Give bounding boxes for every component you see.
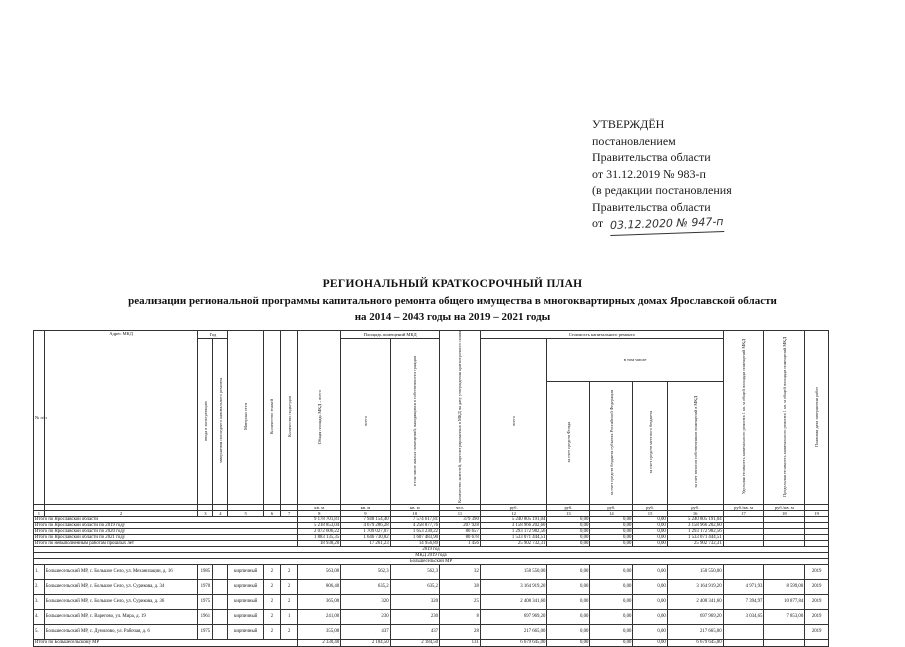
- total-area: 5 218 853,04: [298, 522, 341, 528]
- col-number: 6: [263, 510, 280, 516]
- row-area-total: 230: [341, 609, 390, 624]
- row-region: 0,00: [590, 564, 633, 579]
- district-total-area-total: 2 184,50: [341, 639, 390, 646]
- approval-line-7: [592, 215, 832, 234]
- approval-line-4: от 31.12.2019 № 983-п: [592, 166, 706, 181]
- total-local: 0,00: [633, 534, 667, 540]
- total-residents: 207 928: [440, 522, 481, 528]
- approval-line-3: Правительства области: [592, 150, 711, 164]
- row-year-last-repair: [213, 594, 228, 609]
- total-region: 0,00: [590, 516, 633, 522]
- total-region: 0,00: [590, 522, 633, 528]
- row-unit-cost: 7 394,97: [723, 594, 764, 609]
- district-total-area-res: 2 184,50: [390, 639, 439, 646]
- row-area-residential: 437: [390, 624, 439, 639]
- row-date: 2019: [805, 609, 829, 624]
- header-year-built: ввода в эксплуатацию: [202, 400, 208, 441]
- document-subtitle: реализации региональной программы капитального ремонта общего имущества в многоквартирных домах Ярославской области: [128, 295, 777, 307]
- section-subtitle: МКД 2019 года: [34, 552, 829, 558]
- total-fund: 0,00: [547, 516, 590, 522]
- row-area-residential: 320: [390, 594, 439, 609]
- approval-prefix: от: [592, 216, 604, 230]
- row-fund: 0,00: [547, 579, 590, 594]
- total-residents: 1 456: [440, 540, 481, 546]
- row-residents: 25: [440, 594, 481, 609]
- unit-cell: руб.: [547, 504, 590, 510]
- row-floors: 2: [263, 579, 280, 594]
- total-region: 0,00: [590, 528, 633, 534]
- row-year-built: 1970: [198, 579, 213, 594]
- total-residents: 80 678: [440, 534, 481, 540]
- col-number: 15: [633, 510, 667, 516]
- row-number: 3.: [34, 594, 45, 609]
- unit-cell: руб./кв. м: [723, 504, 764, 510]
- row-wall-material: кирпичный: [228, 609, 263, 624]
- col-number: 5: [228, 510, 263, 516]
- col-number: 17: [723, 510, 764, 516]
- row-local: 0,00: [633, 624, 667, 639]
- row-max-cost: 7 853,00: [764, 609, 805, 624]
- year-section: [34, 546, 829, 564]
- total-fund: 0,00: [547, 540, 590, 546]
- approval-stamp: [592, 116, 832, 234]
- col-number: 10: [390, 510, 439, 516]
- col-number: 1: [34, 510, 45, 516]
- header-incl: в том числе: [547, 339, 723, 382]
- row-area-total: 635,2: [341, 579, 390, 594]
- total-owners: 25 902 732,31: [667, 540, 723, 546]
- row-residents: 38: [440, 579, 481, 594]
- row-region: 0,00: [590, 609, 633, 624]
- col-number: 9: [341, 510, 390, 516]
- row-entrances: 1: [281, 609, 298, 624]
- header-owners: за счет взносов собственников помещений в МКД: [692, 396, 698, 489]
- total-area-total: 1 646 730,82: [341, 534, 390, 540]
- row-wall-material: кирпичный: [228, 624, 263, 639]
- row-max-cost: 10 877,84: [764, 594, 805, 609]
- total-label: Итого по Ярославской области по 2021 году: [34, 534, 298, 540]
- header-entrances: Количество подъездов: [286, 396, 292, 438]
- row-wall-material: кирпичный: [228, 564, 263, 579]
- approval-line-2: постановлением: [592, 133, 676, 148]
- document-title: РЕГИОНАЛЬНЫЙ КРАТКОСРОЧНЫЙ ПЛАН: [322, 278, 583, 290]
- row-year-built: 1961: [198, 609, 213, 624]
- row-local: 0,00: [633, 579, 667, 594]
- table-row: [34, 579, 829, 594]
- row-address: Большесельский МР, с. Большое Село, ул. Сурикова, д. 36: [44, 594, 198, 609]
- table-row: [34, 609, 829, 624]
- total-label: Итого по Ярославской области по 2019 году: [34, 522, 298, 528]
- header-year-last-repair: завершения последнего капитального ремонта: [217, 378, 223, 464]
- total-residents: 80 657: [440, 528, 481, 534]
- header-address: Адрес МКД: [44, 331, 198, 505]
- col-number: 19: [805, 510, 829, 516]
- row-area-total: 562,3: [341, 564, 390, 579]
- header-budget-region: за счет средств бюджета субъекта Российской Федерации: [608, 389, 614, 495]
- unit-cell: руб.: [633, 504, 667, 510]
- header-unit-cost: Удельная стоимость капитального ремонта 1 кв. м общей площади помещений МКД: [741, 339, 747, 495]
- row-local: 0,00: [633, 594, 667, 609]
- approval-line-6: Правительства области: [592, 199, 711, 214]
- district-total-local: 0,00: [633, 639, 667, 646]
- district-total-row: [34, 639, 829, 646]
- row-owners: 697 969,20: [667, 609, 723, 624]
- row-entrances: 2: [281, 579, 298, 594]
- total-region: 0,00: [590, 540, 633, 546]
- total-label: Итого по Ярославской области: [34, 516, 298, 522]
- row-owners: 3 164 919,20: [667, 579, 723, 594]
- table-row: [34, 564, 829, 579]
- col-number: 4: [213, 510, 228, 516]
- row-floors: 2: [263, 594, 280, 609]
- district-total-section: [34, 639, 829, 646]
- total-local: 0,00: [633, 522, 667, 528]
- row-date: 2019: [805, 564, 829, 579]
- house-rows: [34, 564, 829, 639]
- row-year-built: 1985: [198, 564, 213, 579]
- header-cost-group: Стоимость капитального ремонта: [480, 331, 723, 339]
- table-row: [34, 624, 829, 639]
- row-unit-cost: [723, 564, 764, 579]
- row-year-last-repair: [213, 564, 228, 579]
- row-local: 0,00: [633, 609, 667, 624]
- row-number: 1.: [34, 564, 45, 579]
- header-deadline: Плановая дата завершения работ: [814, 386, 820, 448]
- header-cost-total: всего: [511, 416, 517, 426]
- unit-cell: руб.: [667, 504, 723, 510]
- total-cost: 1 293 172 982,56: [480, 528, 547, 534]
- district-total-cost: 6 679 645,00: [480, 639, 547, 646]
- total-area: 2 072 606,22: [298, 528, 341, 534]
- total-owners: 3 158 966 202,60: [667, 522, 723, 528]
- approval-line-5: (в редакции постановления: [592, 183, 732, 197]
- row-region: 0,00: [590, 579, 633, 594]
- section-district: Большесельский МР: [34, 558, 829, 564]
- row-address: Большесельский МР, с. Большое Село, ул. Сурикова, д. 34: [44, 579, 198, 594]
- row-number: 5.: [34, 624, 45, 639]
- unit-cell: кв. м: [298, 504, 341, 510]
- row-area-residential: 562,3: [390, 564, 439, 579]
- row-cost: 3 164 919,20: [480, 579, 547, 594]
- total-owners: 1 533 071 444,51: [667, 534, 723, 540]
- table-header: [34, 331, 829, 517]
- row-year-built: 1975: [198, 594, 213, 609]
- total-residents: 379 390: [440, 516, 481, 522]
- district-total-owners: 6 679 645,00: [667, 639, 723, 646]
- row-residents: 28: [440, 624, 481, 639]
- total-owners: 5 240 805 191,04: [667, 516, 723, 522]
- total-local: 0,00: [633, 540, 667, 546]
- unit-cell: руб.: [480, 504, 547, 510]
- row-local: 0,00: [633, 564, 667, 579]
- row-wall-material: кирпичный: [228, 594, 263, 609]
- row-entrances: 2: [281, 624, 298, 639]
- total-area-total: 4 679 286,28: [341, 522, 390, 528]
- total-region: 0,00: [590, 534, 633, 540]
- col-number: 8: [298, 510, 341, 516]
- total-fund: 0,00: [547, 534, 590, 540]
- row-total-area: 241,00: [298, 609, 341, 624]
- total-area: 9 178 701,81: [298, 516, 341, 522]
- row-unit-cost: [723, 624, 764, 639]
- header-area-group: Площадь помещений МКД: [341, 331, 440, 339]
- row-region: 0,00: [590, 594, 633, 609]
- row-year-built: 1975: [198, 624, 213, 639]
- col-number: 2: [44, 510, 198, 516]
- total-fund: 0,00: [547, 522, 590, 528]
- district-total-region: 0,00: [590, 639, 633, 646]
- row-cost: 697 969,20: [480, 609, 547, 624]
- row-max-cost: [764, 564, 805, 579]
- unit-cell: чел.: [440, 504, 481, 510]
- row-unit-cost: 3 034,65: [723, 609, 764, 624]
- row-cost: 217 665,00: [480, 624, 547, 639]
- row-area-residential: 230: [390, 609, 439, 624]
- row-floors: 2: [263, 609, 280, 624]
- header-max-cost: Предельная стоимость капитального ремонта 1 кв. м общей площади помещений МКД: [781, 337, 787, 497]
- row-year-last-repair: [213, 579, 228, 594]
- row-total-area: 365,00: [298, 594, 341, 609]
- district-total-label: Итого по Большесельскому МР: [34, 639, 298, 646]
- row-cost: 158 550,00: [480, 564, 547, 579]
- total-area-total: 17 261,23: [341, 540, 390, 546]
- total-fund: 0,00: [547, 528, 590, 534]
- total-cost: 25 902 732,31: [480, 540, 547, 546]
- district-total-area: 2 330,40: [298, 639, 341, 646]
- row-floors: 2: [263, 564, 280, 579]
- col-number: 16: [667, 510, 723, 516]
- row-year-last-repair: [213, 609, 228, 624]
- header-area-total: всего: [362, 416, 368, 426]
- total-area-residential: 1 653 230,22: [390, 528, 439, 534]
- row-floors: 2: [263, 624, 280, 639]
- district-total-residents: 131: [440, 639, 481, 646]
- row-fund: 0,00: [547, 624, 590, 639]
- total-owners: 1 293 172 982,56: [667, 528, 723, 534]
- col-number: 11: [440, 510, 481, 516]
- header-residents: Количество жителей, зарегистрированных в МКД на дату утверждения краткосрочного плана: [457, 331, 463, 503]
- row-address: Большесельский МР, с. Дунилово, ул. Рабочая, д. 6: [44, 624, 198, 639]
- col-number: 18: [764, 510, 805, 516]
- row-region: 0,00: [590, 624, 633, 639]
- document-period: на 2014 – 2043 годы на 2019 – 2021 годы: [354, 311, 551, 323]
- district-total-fund: 0,00: [547, 639, 590, 646]
- total-area-total: 7 948 154,40: [341, 516, 390, 522]
- unit-cell: руб./кв. м: [764, 504, 805, 510]
- total-area-residential: 4 258 877,76: [390, 522, 439, 528]
- total-area: 18 938,20: [298, 540, 341, 546]
- section-year: 2019 год: [34, 546, 829, 552]
- row-residents: 8: [440, 609, 481, 624]
- row-date: 2019: [805, 579, 829, 594]
- row-fund: 0,00: [547, 564, 590, 579]
- total-cost: 1 533 071 444,51: [480, 534, 547, 540]
- row-owners: 217 665,00: [667, 624, 723, 639]
- row-address: Большесельский МР, с. Варегово, ул. Мира, д. 19: [44, 609, 198, 624]
- row-total-area: 355,00: [298, 624, 341, 639]
- row-date: 2019: [805, 594, 829, 609]
- col-number: 3: [198, 510, 213, 516]
- total-area-residential: 1 607 483,90: [390, 534, 439, 540]
- row-wall-material: кирпичный: [228, 579, 263, 594]
- row-total-area: 563,00: [298, 564, 341, 579]
- row-residents: 32: [440, 564, 481, 579]
- row-unit-cost: 4 971,93: [723, 579, 764, 594]
- total-local: 0,00: [633, 528, 667, 534]
- row-owners: 158 550,00: [667, 564, 723, 579]
- row-year-last-repair: [213, 624, 228, 639]
- col-number: 12: [480, 510, 547, 516]
- totals-section: [34, 516, 829, 546]
- row-entrances: 2: [281, 564, 298, 579]
- total-area-total: 1 709 027,07: [341, 528, 390, 534]
- col-number: 13: [547, 510, 590, 516]
- header-total-area: Общая площадь МКД – всего: [316, 389, 322, 445]
- row-area-residential: 635,2: [390, 579, 439, 594]
- handwritten-date: 03.12.2020 № 947-п: [610, 214, 724, 235]
- unit-cell: кв. м: [390, 504, 439, 510]
- total-cost: 3 158 966 202,60: [480, 522, 547, 528]
- row-owners: 2 408 341,60: [667, 594, 723, 609]
- row-max-cost: [764, 624, 805, 639]
- row-area-total: 320: [341, 594, 390, 609]
- row-number: 2.: [34, 579, 45, 594]
- header-year-group: Год: [198, 331, 228, 339]
- row-date: 2019: [805, 624, 829, 639]
- total-label: Итого по невыполненным работам прошлых лет: [34, 540, 298, 546]
- row-address: Большесельский МР, с. Большое Село, ул. Механизации, д. 16: [44, 564, 198, 579]
- row-cost: 2 408 341,60: [480, 594, 547, 609]
- table-row: [34, 594, 829, 609]
- row-number: 4.: [34, 609, 45, 624]
- col-number: 14: [590, 510, 633, 516]
- total-area-residential: 14 956,89: [390, 540, 439, 546]
- header-floors: Количество этажей: [269, 399, 275, 435]
- total-area-residential: 7 574 617,81: [390, 516, 439, 522]
- header-num: № п/п: [34, 331, 45, 505]
- plan-table: [33, 330, 829, 647]
- total-area: 1 883 135,35: [298, 534, 341, 540]
- header-area-residential: в том числе жилых помещений, находящихся в собственности граждан: [412, 355, 418, 487]
- unit-cell: кв. м: [341, 504, 390, 510]
- header-wall-material: Материал стен: [243, 403, 249, 431]
- row-fund: 0,00: [547, 609, 590, 624]
- row-fund: 0,00: [547, 594, 590, 609]
- row-area-total: 437: [341, 624, 390, 639]
- row-entrances: 2: [281, 594, 298, 609]
- approval-line-1: УТВЕРЖДЁН: [592, 117, 665, 131]
- col-number: 7: [281, 510, 298, 516]
- total-cost: 5 240 805 191,04: [480, 516, 547, 522]
- row-max-cost: 8 599,00: [764, 579, 805, 594]
- unit-cell: руб.: [590, 504, 633, 510]
- row-total-area: 806,40: [298, 579, 341, 594]
- total-label: Итого по Ярославской области по 2020 году: [34, 528, 298, 534]
- total-local: 0,00: [633, 516, 667, 522]
- header-fund: за счет средств Фонда: [565, 422, 571, 463]
- header-budget-local: за счет средств местного бюджета: [647, 411, 653, 474]
